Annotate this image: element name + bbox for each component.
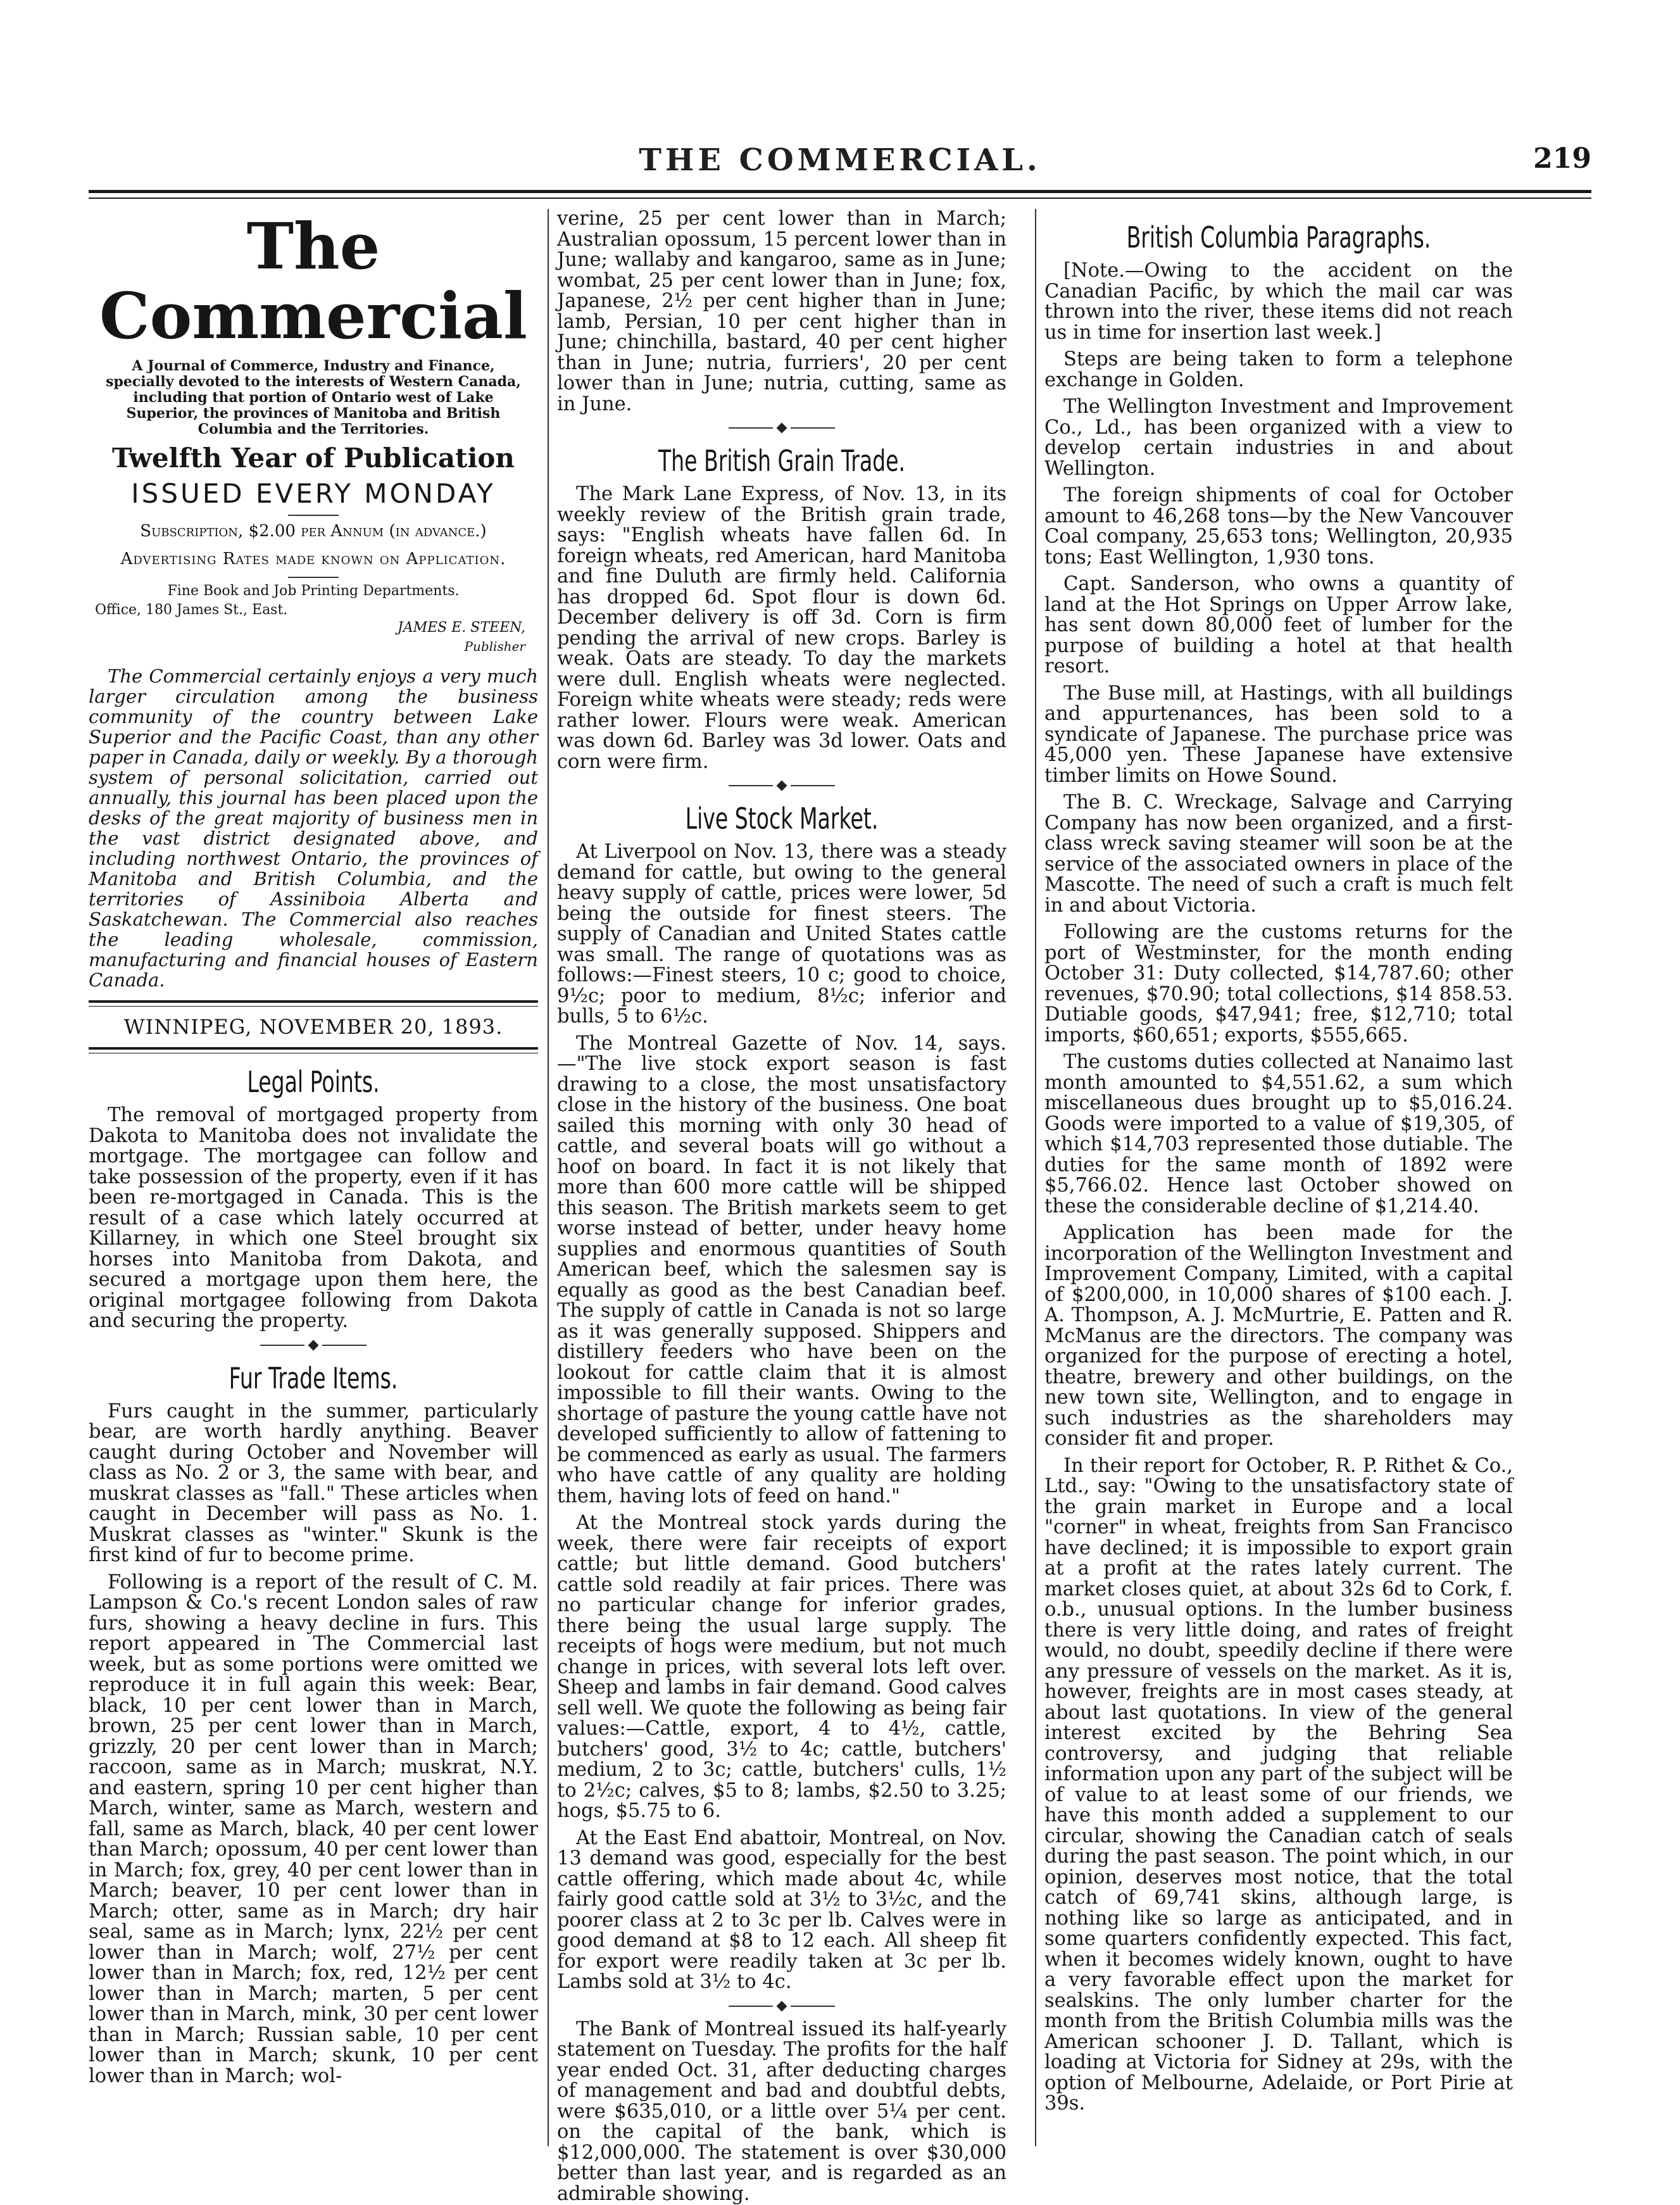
column-divider [548, 209, 549, 2146]
publisher-role: Publisher [464, 639, 525, 654]
article-paragraph: The removal of mortgaged property from Dakota to Manitoba does not invalidate the mortgage. The mortgagee can follow and take possession of the property, even if it has been re-mortgaged in Canada. This is the result of a case which lately occurred at Killarney, in which one Steel brought six horses into Manitoba from Dakota, and secured a mortgage upon them here, the original mortgagee following from Dakota and securing the property. [89, 1104, 538, 1332]
masthead-description: A Journal of Commerce, Industry and Finance, specially devoted to the interests of Western Canada, including that portion of Ontario west of Lake Superior, the provinces of Manitoba and British Columbia and the Territories. [106, 358, 521, 437]
editor-note: [Note.—Owing to the accident on the Canadian Pacific, by which the mail car was thrown into the river, these items did not reach us in time for insertion last week.] [1044, 260, 1513, 344]
double-rule [89, 1047, 538, 1053]
article-paragraph: At Liverpool on Nov. 13, there was a steady demand for cattle, but owing to the general heavy supply of cattle, prices were lower, 5d being the outside for finest steers. The supply of Canadian and United States cattle was small. The range of quotations was as follows:—Finest steers, 10 c; good to choice, 9½c; poor to medium, 8½c; inferior and bulls, 5 to 6½c. [557, 841, 1006, 1027]
article-paragraph: Application has been made for the incorporation of the Wellington Investment and Improvement Company, Limited, with a capital of $200,000, in 10,000 shares of $100 each. J. A. Thompson, A. J. McMurtrie, E. Patten and R. McManus are the directors. The company was organized for the purpose of erecting a hotel, theatre, brewery and other buildings, on the new town site, Wellington, and to engage in such industries as the shareholders may consider fit and proper. [1044, 1222, 1513, 1450]
headline-british-columbia: British Columbia Paragraphs. [1126, 220, 1431, 254]
section-ornament [557, 781, 1006, 790]
article-paragraph: Furs caught in the summer, particularly bear, are worth hardly anything. Beaver caught during October and November will class as No. 2 or 3, the same with bear, and muskrat classes as "fall." These articles when caught in December will pass as No. 1. Muskrat classes as "winter." Skunk is the first kind of fur to become prime. [89, 1400, 538, 1566]
circulation-claim: The Commercial certainly enjoys a very much larger circulation among the business community of the country between Lake Superior and the Pacific Coast, than any other paper in Canada, daily or weekly. By a thorough system of personal solicitation, carried out annually, this journal has been placed upon the desks of the great majority of business men in the vast district designated above, and including northwest Ontario, the provinces of Manitoba and British Columbia, and the territories of Assiniboia Alberta and Saskatchewan. The Commercial also reaches the leading wholesale, commission, manufacturing and financial houses of Eastern Canada. [89, 665, 538, 991]
publisher-name: JAMES E. STEEN, [397, 620, 525, 636]
article-paragraph: The Bank of Montreal issued its half-yearly statement on Tuesday. The profits for the half year ended Oct. 31, after deducting charges of management and bad and doubtful debts, were $635,010, or a little over 5¼ per cent. on the capital of the bank, which is $12,000,000. The statement is over $30,000 better than last year, and is regarded as an admirable showing. [557, 2018, 1006, 2205]
column-3 [1044, 209, 1513, 2146]
article-paragraph: The Buse mill, at Hastings, with all buildings and appurtenances, has been sold to a syndicate of Japanese. The purchase price was 45,000 yen. These Japanese have extensive timber limits on Howe Sound. [1044, 682, 1513, 787]
advertising-line: Advertising Rates made known on Application. [120, 550, 506, 569]
divider [288, 515, 339, 516]
printing-line: Fine Book and Job Printing Departments. [167, 583, 460, 599]
column-divider [1035, 209, 1036, 2146]
subscription-line: Subscription, $2.00 per Annum (in advance.) [140, 522, 487, 541]
section-ornament [89, 1341, 538, 1350]
column-1 [89, 209, 538, 2146]
publication-year: Twelfth Year of Publication [112, 443, 515, 474]
article-paragraph: At the Montreal stock yards during the week, there were fair receipts of export cattle; but little demand. Good butchers' cattle sold readily at fair prices. There was no particular change for inferior grades, there being the usual large supply. The receipts of hogs were medium, but not much change in prices, with several lots left over. Sheep and lambs in fair demand. Good calves sell well. We quote the following as being fair values:—Cattle, export, 4 to 4½, cattle, butchers' good, 3½ to 4c; cattle, butchers' medium, 2 to 3c; cattle, butchers' culls, 1½ to 2½c; calves, $5 to 8; lambs, $2.50 to 3.25; hogs, $5.75 to 6. [557, 1512, 1006, 1822]
article-paragraph: Following are the customs returns for the port of Westminster, for the month ending October 31: Duty collected, $14,787.60; other revenues, $70.90; total collections, $14 858.53. Dutiable goods, $47,941; free, $12,710; total imports, $60,651; exports, $555,665. [1044, 921, 1513, 1046]
article-paragraph: verine, 25 per cent lower than in March; Australian opossum, 15 percent lower than in June; wallaby and kangaroo, same as in June; wombat, 25 per cent lower than in June; fox, Japanese, 2½ per cent higher than in June; lamb, Persian, 10 per cent higher than in June; chinchilla, bastard, 40 per cent higher than in June; nutria, furriers', 20 per cent lower than in June; nutria, cutting, same as in June. [557, 208, 1006, 415]
article-paragraph: The customs duties collected at Nanaimo last month amounted to $4,551.62, a sum which miscellaneous dues brought up to $5,016.24. Goods were imported to a value of $19,305, of which $14,703 represented those dutiable. The duties for the same month of 1892 were $5,766.02. Hence last October showed on these the considerable decline of $1,214.40. [1044, 1051, 1513, 1217]
running-title: THE COMMERCIAL. [639, 142, 1041, 178]
article-paragraph: At the East End abattoir, Montreal, on Nov. 13 demand was good, especially for the best cattle offering, which made about 4c, while fairly good cattle sold at 3½ to 3½c, and the poorer class at 2 to 3c per lb. Calves were in good demand at $8 to 12 each. All sheep fit for export were readily taken at 3c per lb. Lambs sold at 3½ to 4c. [557, 1826, 1006, 1993]
column-2 [557, 208, 1006, 2205]
dateline: WINNIPEG, NOVEMBER 20, 1893. [123, 1014, 503, 1039]
article-paragraph: Steps are being taken to form a telephone exchange in Golden. [1044, 348, 1513, 391]
header-rule-thin [89, 198, 1591, 199]
office-address: Office, 180 James St., East. [95, 602, 288, 618]
headline-live-stock: Live Stock Market. [685, 801, 879, 836]
section-ornament [557, 2002, 1006, 2011]
masthead: The Commercial [99, 209, 527, 353]
article-paragraph: Following is a report of the result of C. M. Lampson & Co.'s recent London sales of raw furs, showing a heavy decline in furs. This report appeared in The Commercial last week, but as some portions were omitted we reproduce it in full again this week: Bear, black, 10 per cent lower than in March, brown, 25 per cent lower than in March, grizzly, 20 per cent lower than in March; raccoon, same as in March; muskrat, N.Y. and eastern, spring 10 per cent higher than March, winter, same as March, western and fall, same as March, black, 40 per cent lower than March; opossum, 40 per cent lower than in March; fox, grey, 40 per cent lower than in March; beaver, 10 per cent lower than in March; otter, same as in March; dry hair seal, same as in March; lynx, 22½ per cent lower than in March; wolf, 27½ per cent lower than in March; fox, red, 12½ per cent lower than in March; marten, 5 per cent lower than in March, mink, 30 per cent lower than in March; Russian sable, 10 per cent lower than in March; skunk, 10 per cent lower than in March; wol- [89, 1571, 538, 2087]
article-paragraph: The Montreal Gazette of Nov. 14, says.—"The live stock export season is fast drawing to a close, the most unsatisfactory close in the history of the business. One boat sailed this morning with only 30 head of cattle, and several boats will go without a hoof on board. In fact it is not likely that more than 600 more cattle will be shipped this season. The British markets seem to get worse instead of better, under heavy home supplies and enormous quantities of South American beef, which the salesmen say is equally as good as the best Canadian beef. The supply of cattle in Canada is not so large as it was generally supposed. Shippers and distillery feeders who have been on the lookout for cattle claim that it is almost impossible to fill their wants. Owing to the shortage of pasture the young cattle have not developed sufficiently to allow of fattening to be commenced as early as usual. The farmers who have cattle of any quality are holding them, having lots of feed on hand." [557, 1032, 1006, 1507]
article-paragraph: In their report for October, R. P. Rithet & Co., Ltd., say: "Owing to the unsatisfactory state of the grain market in Europe and a local "corner" in wheat, freights from San Francisco have declined; it is impossible to export grain at a profit at the rates lately current. The market closes quiet, at about 32s 6d to Cork, f. o.b., unusual options. In the lumber business there is very little doing, and rates of freight would, no doubt, speedily decline if there were any pressure of vessels on the market. As it is, however, freights are in most cases steady, at about last quotations. In view of the general interest excited by the Behring Sea controversy, and judging that reliable information upon any part of the subject will be of value to at least some of our friends, we have this month added a supplement to our circular, showing the Canadian catch of seals during the past season. The point which, in our opinion, deserves most notice, that the total catch of 69,741 skins, although large, is nothing like so large as anticipated, and in some quarters confidently expected. This fact, when it becomes widely known, ought to have a very favorable effect upon the market for sealskins. The only lumber charter for the month from the British Columbia mills was the American schooner J. D. Tallant, which is loading at Victoria for Sidney at 29s, with the option of Melbourne, Adelaide, or Port Pirie at 39s. [1044, 1454, 1513, 2114]
double-rule [89, 1000, 538, 1007]
article-paragraph: The foreign shipments of coal for October amount to 46,268 tons—by the New Vancouver Coal company, 25,653 tons; Wellington, 20,935 tons; East Wellington, 1,930 tons. [1044, 484, 1513, 569]
headline-grain-trade: The British Grain Trade. [658, 444, 906, 478]
header-rule [89, 190, 1591, 193]
article-paragraph: The Wellington Investment and Improvement Co., Ld., has been organized with a view to develop certain industries in and about Wellington. [1044, 396, 1513, 480]
running-head [89, 142, 1591, 187]
headline-legal-points: Legal Points. [247, 1065, 380, 1099]
article-paragraph: Capt. Sanderson, who owns a quantity of land at the Hot Springs on Upper Arrow lake, has sent down 80,000 feet of lumber for the purpose of building a hotel at that health resort. [1044, 573, 1513, 677]
page-number: 219 [1533, 142, 1591, 175]
divider [288, 577, 339, 578]
article-paragraph: The B. C. Wreckage, Salvage and Carrying Company has now been organized, and a first-class wreck saving steamer will soon be at the service of the associated owners in place of the Mascotte. The need of such a craft is much felt in and about Victoria. [1044, 791, 1513, 917]
issue-frequency: ISSUED EVERY MONDAY [131, 478, 496, 509]
section-ornament [557, 424, 1006, 432]
article-paragraph: The Mark Lane Express, of Nov. 13, in its weekly review of the British grain trade, says: "English wheats have fallen 6d. In foreign wheats, red American, hard Manitoba and fine Duluth are firmly held. California has dropped 6d. Spot flour is down 6d. December delivery is off 3d. Corn is firm pending the arrival of new crops. Barley is weak. Oats are steady. To day the markets were dull. English wheats were neglected. Foreign white wheats were steady; reds were rather lower. Flours were weak. American was down 6d. Barley was 3d lower. Oats and corn were firm. [557, 483, 1006, 773]
headline-fur-trade: Fur Trade Items. [229, 1360, 398, 1395]
